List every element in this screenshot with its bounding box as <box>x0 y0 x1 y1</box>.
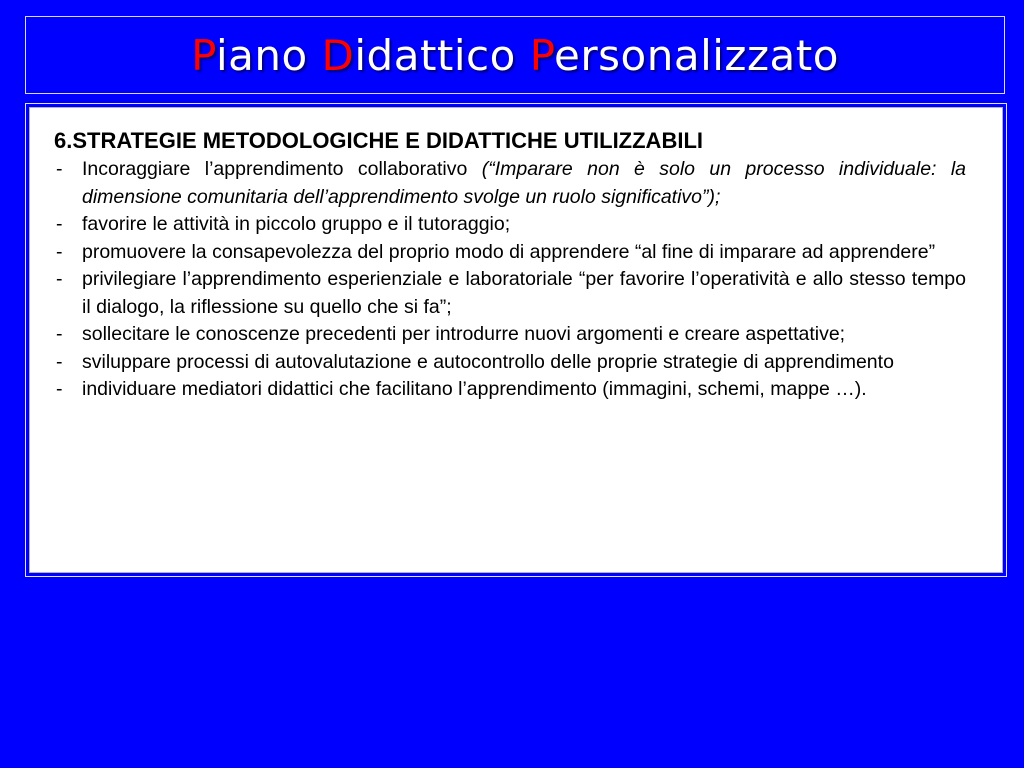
bullet-dash: - <box>56 323 63 345</box>
slide-title <box>191 31 839 80</box>
item-text: promuovere la consapevolezza del proprio modo di apprendere “al fine di imparare ad apprendere” <box>82 240 936 263</box>
bullet-dash: - <box>56 213 63 235</box>
item-text: individuare mediatori didattici che facilitano l’apprendimento (immagini, schemi, mappe …). <box>82 378 867 400</box>
bullet-dash: - <box>56 240 63 263</box>
content-frame <box>25 103 1007 577</box>
content-panel <box>29 107 1003 573</box>
item-text: favorire le attività in piccolo gruppo e il tutoraggio; <box>82 213 511 235</box>
title-initial-3: P <box>529 30 555 80</box>
item-text: sviluppare processi di autovalutazione e autocontrollo delle proprie strategie di apprendimento <box>82 350 894 373</box>
title-rest-2: idattico <box>354 30 530 80</box>
bullet-dash: - <box>56 158 63 180</box>
bullet-dash: - <box>56 350 63 373</box>
title-initial-2: D <box>321 30 355 80</box>
strategy-list <box>54 156 966 404</box>
title-rest-1: iano <box>215 30 322 80</box>
list-item <box>54 376 966 404</box>
list-item <box>54 349 966 377</box>
section-heading: 6.STRATEGIE METODOLOGICHE E DIDATTICHE UTILIZZABILI <box>54 128 703 153</box>
item-text: sollecitare le conoscenze precedenti per introdurre nuovi argomenti e creare aspettative; <box>82 323 846 345</box>
bullet-dash: - <box>56 378 63 400</box>
bullet-dash: - <box>56 268 63 290</box>
list-item <box>54 156 966 211</box>
list-item <box>54 239 966 267</box>
title-rest-3: ersonalizzato <box>554 30 839 80</box>
item-text: Incoraggiare l’apprendimento collaborativo <box>82 158 468 180</box>
title-box <box>25 16 1005 94</box>
list-item <box>54 266 966 321</box>
title-initial-1: P <box>191 30 216 80</box>
list-item <box>54 321 966 349</box>
list-item <box>54 211 966 239</box>
item-text: privilegiare l’apprendimento esperienziale e laboratoriale “per favorire l’operatività e allo stesso tempo il dialogo, la riflessione su quello che si fa”; <box>82 268 966 318</box>
item-quote: (“Imparare non è solo un processo individuale: la dimensione comunitaria dell’apprendimento svolge un ruolo significativo”); <box>82 158 967 208</box>
